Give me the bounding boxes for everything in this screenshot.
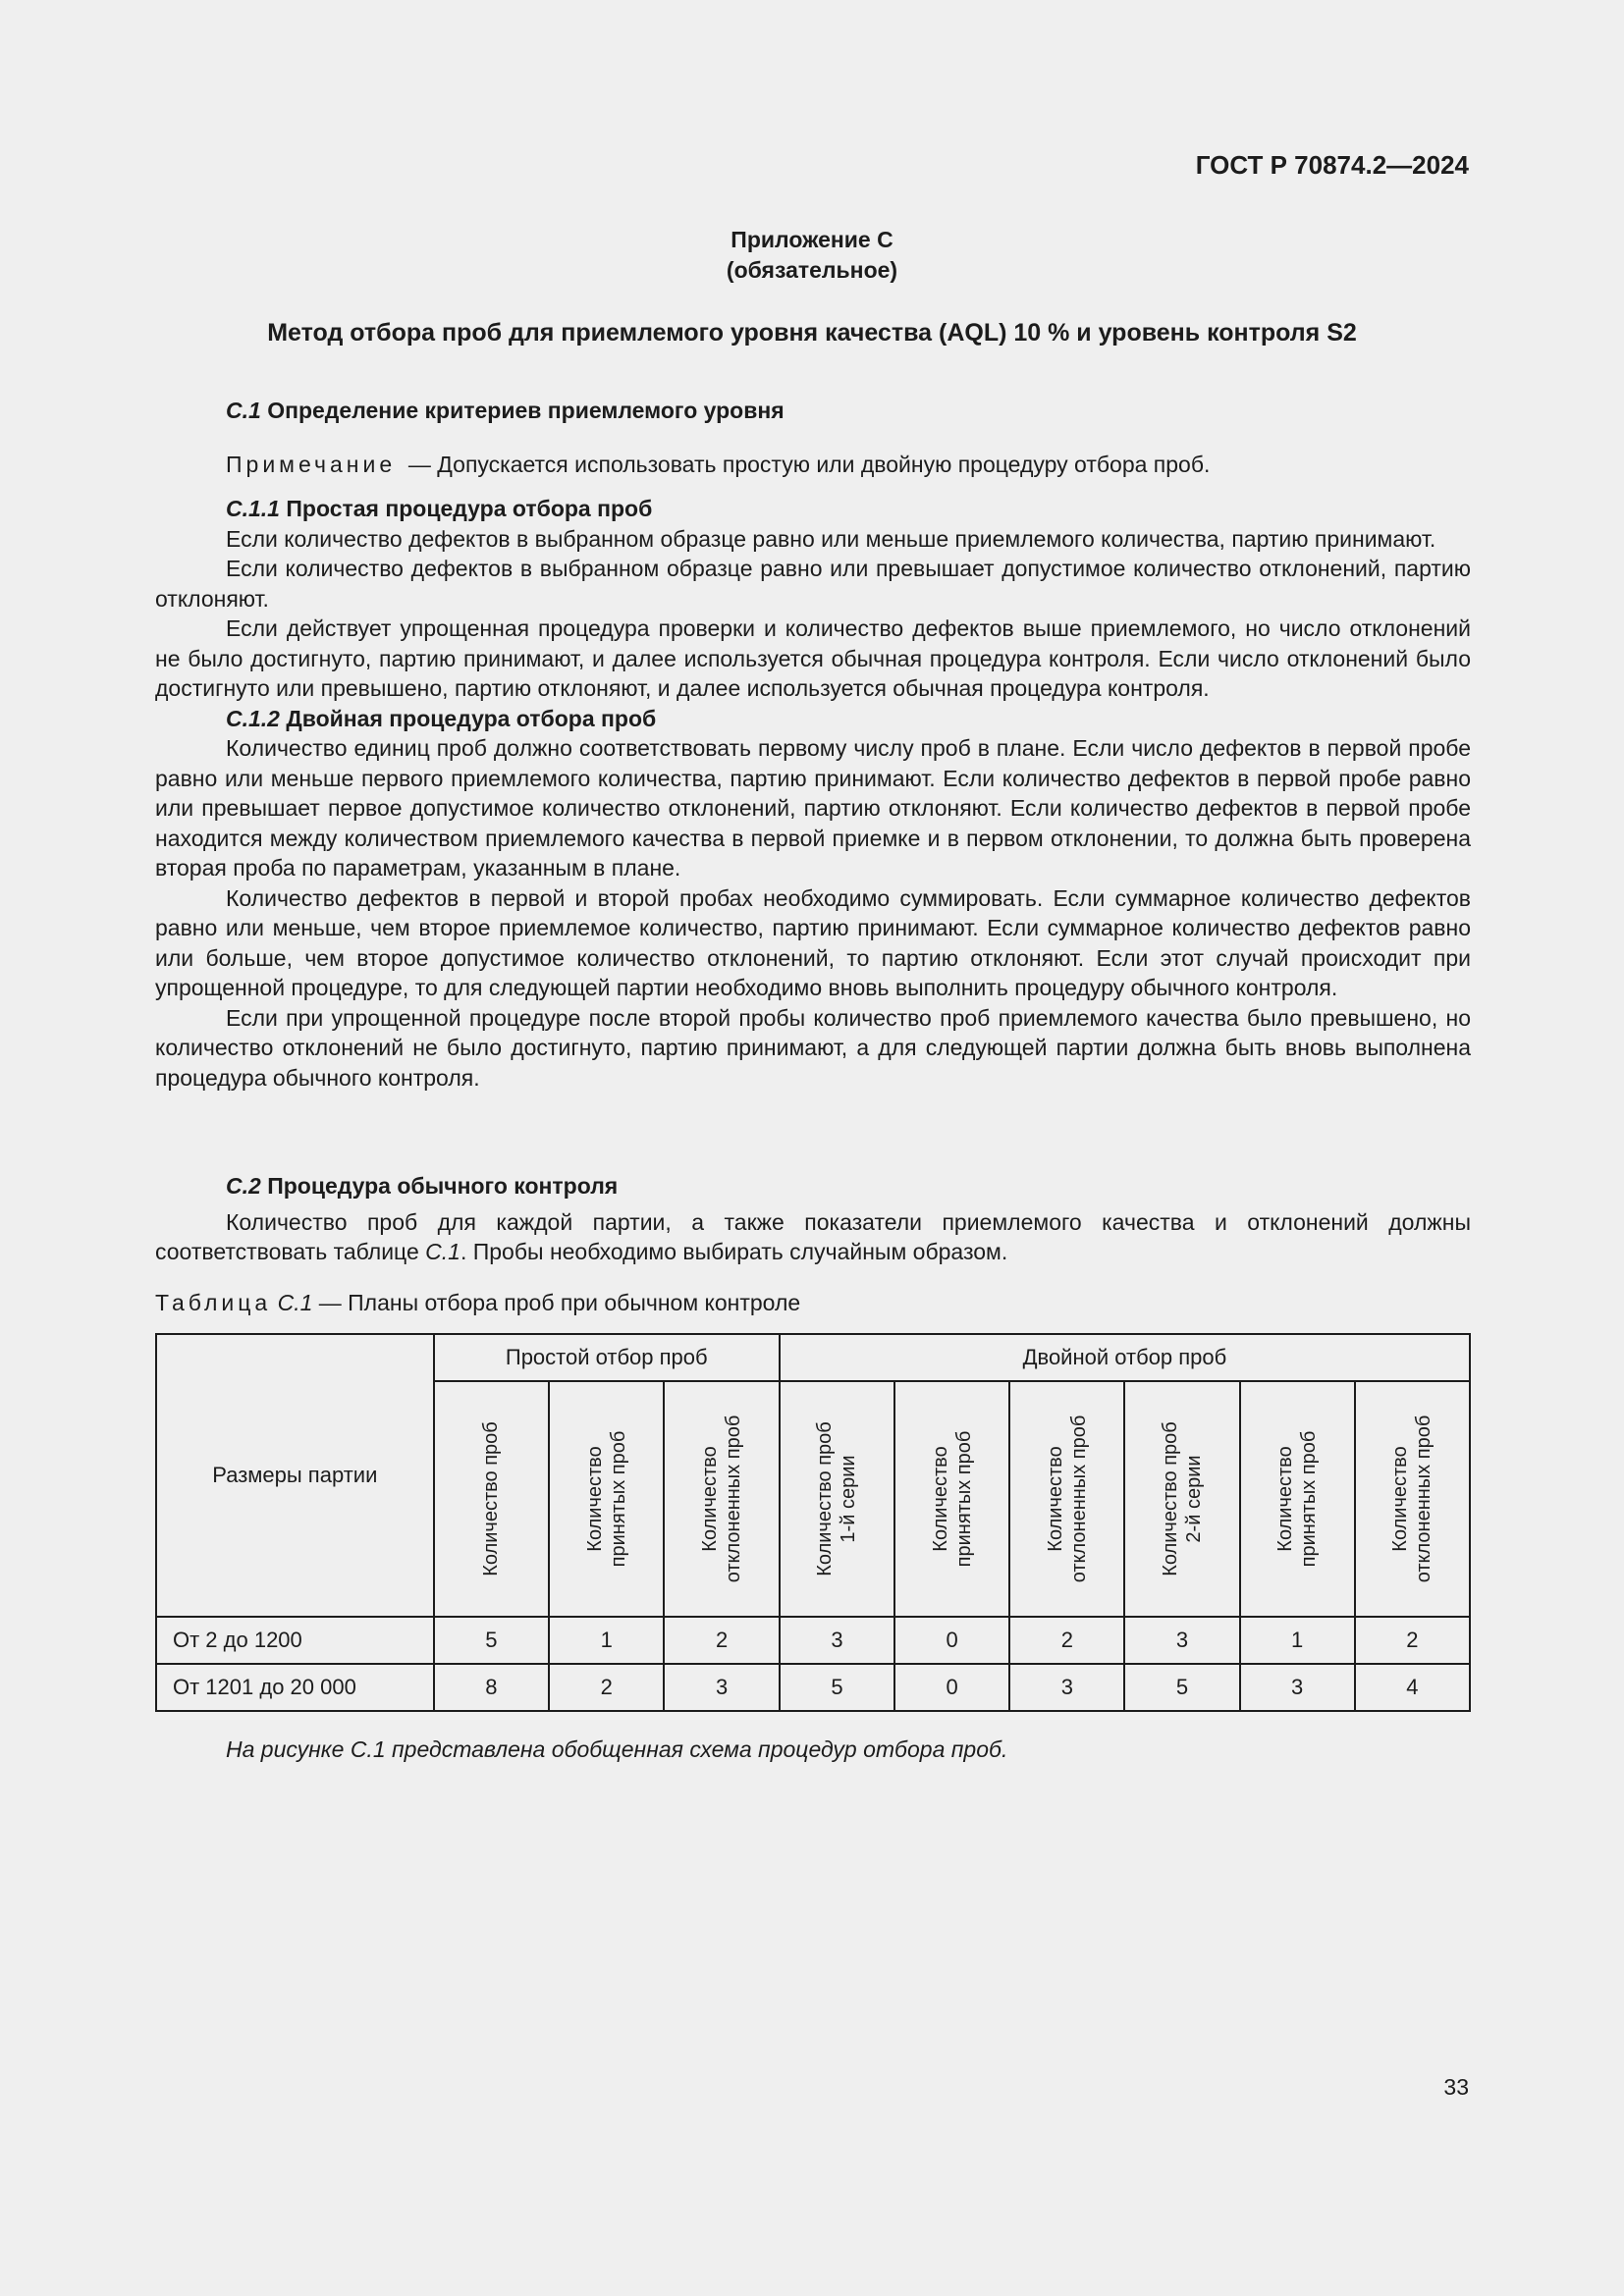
table-cell: 2 — [1355, 1617, 1470, 1664]
column-header-lot-size: Размеры партии — [156, 1334, 434, 1617]
table-cell: 5 — [780, 1664, 894, 1711]
page-number: 33 — [1443, 2074, 1469, 2100]
row-label: От 1201 до 20 000 — [156, 1664, 434, 1711]
column-header — [894, 1381, 1009, 1617]
column-header-line: 2-й серии — [1182, 1455, 1205, 1543]
table-cell: 3 — [664, 1664, 779, 1711]
paragraph: Если количество дефектов в выбранном образце равно или меньше приемлемого количества, партию принимают. — [226, 525, 1436, 552]
sampling-plans-table — [155, 1333, 1471, 1712]
table-cell: 3 — [780, 1617, 894, 1664]
table-cell: 3 — [1124, 1617, 1239, 1664]
column-header-text — [1388, 1415, 1435, 1583]
paragraph: Если действует упрощенная процедура проверки и количество дефектов выше приемлемого, но число отклонений не было достигнуто, партию принимают, и далее используется обычная процедура контроля. Если число отклонений было достигнуто или превышено, партию отклоняют, и далее используется обычная процедура контроля. — [155, 615, 1471, 701]
column-header-text — [1273, 1431, 1321, 1568]
column-header-text — [479, 1421, 503, 1576]
group-header-simple: Простой отбор проб — [434, 1334, 780, 1381]
heading-c1 — [155, 396, 1471, 426]
column-header-text — [698, 1415, 745, 1583]
table-caption-text: — Планы отбора проб при обычном контроле — [318, 1290, 801, 1315]
group-header-double: Двойной отбор проб — [780, 1334, 1470, 1381]
table-caption — [155, 1290, 800, 1316]
column-header-line: отклоненных проб — [723, 1415, 745, 1583]
column-header-text — [929, 1431, 976, 1568]
document-code: ГОСТ Р 70874.2—2024 — [1195, 150, 1469, 180]
column-header-line: принятых проб — [1298, 1430, 1321, 1568]
table-cell: 1 — [549, 1617, 664, 1664]
paragraph: Если при упрощенной процедуре после второй пробы количество проб приемлемого качества было превышено, но количество отклонений не было достигнуто, партию принимают, а для следующей партии должна быть вновь выполнена процедура обычного контроля. — [155, 1004, 1471, 1091]
column-header-line: Количество — [1044, 1446, 1066, 1552]
table-cell: 3 — [1240, 1664, 1355, 1711]
column-header-text — [1159, 1421, 1206, 1576]
column-header — [434, 1381, 549, 1617]
note — [155, 450, 1471, 480]
heading-c1-number: С.1 — [226, 398, 261, 423]
heading-c1-title: Определение критериев приемлемого уровня — [267, 398, 785, 423]
column-header-line: принятых проб — [607, 1430, 629, 1568]
column-header — [780, 1381, 894, 1617]
row-label: От 2 до 1200 — [156, 1617, 434, 1664]
column-header-text — [1044, 1415, 1091, 1583]
column-header — [664, 1381, 779, 1617]
paragraph-text: Количество проб для каждой партии, а также показатели приемлемого качества и отклонений должны соответствовать таблице — [155, 1208, 1471, 1264]
heading-c2-number: С.2 — [226, 1173, 261, 1199]
column-header-line: Количество — [1274, 1446, 1297, 1552]
column-header-line: Количество проб — [480, 1421, 503, 1576]
heading-c1-2-number: С.1.2 — [226, 705, 280, 731]
appendix-title: Метод отбора проб для приемлемого уровня качества (AQL) 10 % и уровень контроля S2 — [267, 319, 1357, 347]
table-caption-label: Таблица — [155, 1290, 272, 1315]
column-header-line: Количество — [1389, 1446, 1412, 1552]
note-label: Примечание — [226, 452, 397, 477]
table-cell: 4 — [1355, 1664, 1470, 1711]
column-header-text — [813, 1421, 860, 1576]
table-cell: 3 — [1009, 1664, 1124, 1711]
column-header — [1355, 1381, 1470, 1617]
heading-c1-1-title: Простая процедура отбора проб — [286, 496, 653, 521]
column-header-line: Количество проб — [1159, 1421, 1181, 1576]
heading-c1-1-number: С.1.1 — [226, 496, 280, 521]
heading-c1-2 — [155, 704, 1471, 734]
paragraph-text: . Пробы необходимо выбирать случайным образом. — [460, 1239, 1008, 1264]
column-header-line: отклоненных проб — [1067, 1415, 1090, 1583]
table-cell: 0 — [894, 1617, 1009, 1664]
table-cell: 2 — [664, 1617, 779, 1664]
column-header-line: отклоненных проб — [1413, 1415, 1435, 1583]
appendix-status: (обязательное) — [726, 257, 898, 283]
section-c1 — [155, 396, 1471, 426]
heading-c2-title: Процедура обычного контроля — [267, 1173, 619, 1199]
column-header-line: 1-й серии — [838, 1455, 860, 1543]
paragraph: Если количество дефектов в выбранном образце равно или превышает допустимое количество отклонений, партию отклоняют. — [155, 556, 1471, 612]
table-cell: 2 — [1009, 1617, 1124, 1664]
table-cell: 1 — [1240, 1617, 1355, 1664]
column-header — [1240, 1381, 1355, 1617]
table-cell: 5 — [1124, 1664, 1239, 1711]
heading-c1-2-title: Двойная процедура отбора проб — [286, 705, 657, 731]
section-c1-1 — [155, 494, 1471, 1093]
figure-note: На рисунке С.1 представлена обобщенная схема процедур отбора проб. — [226, 1736, 1008, 1762]
table-caption-number: С.1 — [277, 1290, 313, 1315]
column-header-line: принятых проб — [952, 1430, 975, 1568]
column-header — [549, 1381, 664, 1617]
column-header-line: Количество — [929, 1446, 951, 1552]
table-row — [156, 1664, 1470, 1711]
table-cell: 2 — [549, 1664, 664, 1711]
table-cell: 0 — [894, 1664, 1009, 1711]
column-header-line: Количество — [699, 1446, 722, 1552]
column-header-line: Количество — [583, 1446, 606, 1552]
heading-c1-1 — [155, 494, 1471, 524]
section-c2 — [155, 1171, 1471, 1267]
column-header-text — [583, 1431, 630, 1568]
appendix-label: Приложение С — [731, 227, 893, 252]
paragraph: Количество единиц проб должно соответствовать первому числу проб в плане. Если число дефектов в первой пробе равно или меньше первого приемлемого количества, партию принимают. Если количество дефектов в первой пробе равно или превышает первое допустимое количество отклонений, партию отклоняют. Если количество дефектов в первой пробе находится между количеством приемлемого качества в первой приемке и в первом отклонении, то должна быть проверена вторая проба по параметрам, указанным в плане. — [155, 735, 1471, 881]
table-reference: С.1 — [425, 1239, 460, 1264]
paragraph: Количество дефектов в первой и второй пробах необходимо суммировать. Если суммарное количество дефектов равно или меньше, чем второе приемлемое количество, партию принимают. Если суммарное количество дефектов равно или больше, чем второе допустимое количество отклонений, то партию отклоняют. Если этот случай происходит при упрощенной процедуре, то для следующей партии необходимо вновь выполнить процедуру обычного контроля. — [155, 884, 1471, 1000]
heading-c2 — [155, 1171, 1471, 1201]
note-text: — Допускается использовать простую или двойную процедуру отбора проб. — [407, 452, 1211, 477]
table-row — [156, 1617, 1470, 1664]
column-header — [1124, 1381, 1239, 1617]
column-header — [1009, 1381, 1124, 1617]
column-header-line: Количество проб — [814, 1421, 837, 1576]
table-cell: 8 — [434, 1664, 549, 1711]
paragraph — [155, 1207, 1471, 1267]
table-cell: 5 — [434, 1617, 549, 1664]
